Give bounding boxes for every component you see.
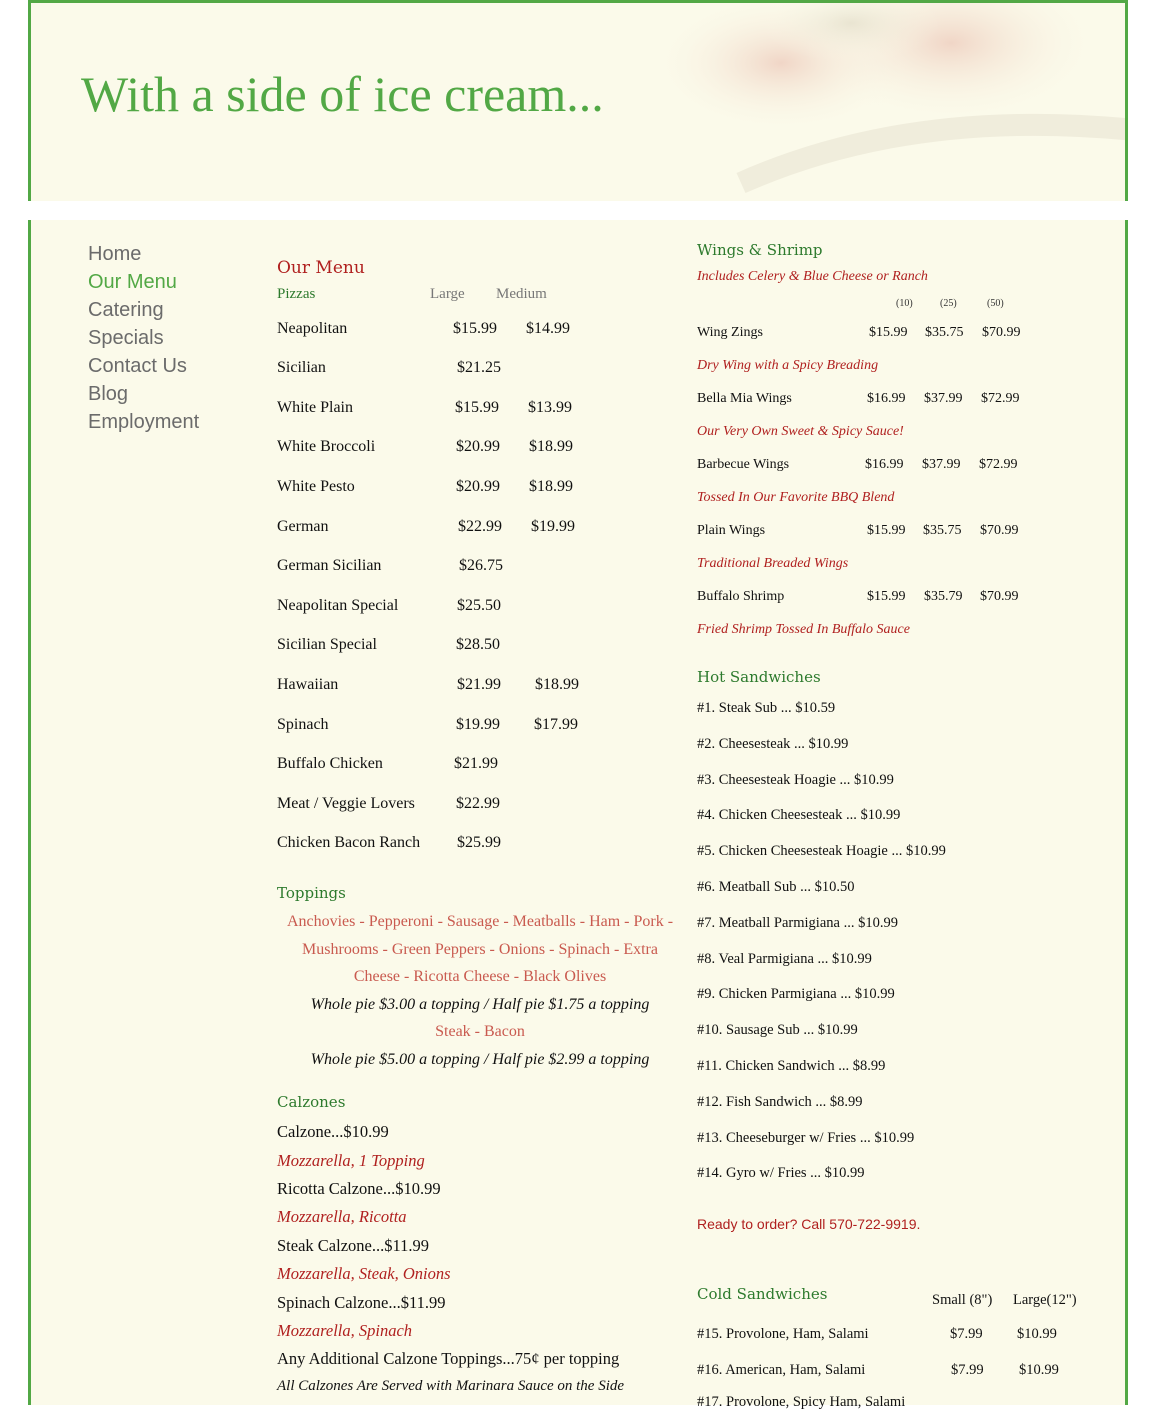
wing-price-25: $37.99: [922, 457, 961, 472]
wings-size-header: [697, 298, 1057, 312]
site-header: [28, 0, 1128, 201]
cold-sandwich-row: [697, 1326, 1097, 1346]
wing-price-10: $16.99: [867, 391, 906, 406]
size-10-label: (10): [896, 298, 913, 309]
wing-price-50: $72.99: [981, 391, 1020, 406]
pizza-large-price: $21.25: [457, 359, 501, 376]
large-column-label: Large: [430, 286, 465, 302]
nav-item-specials[interactable]: Specials: [88, 327, 164, 349]
medium-column-label: Medium: [496, 286, 547, 302]
cold-sandwich-name: #15. Provolone, Ham, Salami: [697, 1326, 869, 1342]
premium-toppings-list: Steak - Bacon: [435, 1023, 525, 1040]
pizza-name: German: [277, 518, 329, 535]
calzone-description: Mozzarella, Spinach: [277, 1321, 413, 1340]
large-column-label: Large(12"): [1013, 1292, 1077, 1308]
wing-name: Barbecue Wings: [697, 457, 790, 472]
wing-price-50: $72.99: [979, 457, 1018, 472]
pizza-name: German Sicilian: [277, 557, 382, 574]
wing-row: [697, 457, 1057, 477]
order-call-to-action[interactable]: Ready to order? Call 570-722-9919.: [697, 1216, 921, 1232]
cold-sandwich-small-price: $7.99: [951, 1362, 984, 1378]
cold-sandwich-large-price: $10.99: [1017, 1326, 1057, 1342]
cold-sandwich-large-price: $10.99: [1019, 1362, 1059, 1378]
page-tagline: With a side of ice cream...: [81, 66, 604, 122]
pizza-name: Hawaiian: [277, 676, 339, 693]
pizza-medium-price: $13.99: [528, 399, 572, 416]
hot-sandwich-item: #10. Sausage Sub ... $10.99: [697, 1022, 858, 1038]
toppings-price-note: Whole pie $3.00 a topping / Half pie $1.75 a topping: [310, 995, 650, 1013]
cold-sandwich-small-price: $7.99: [950, 1326, 983, 1342]
wing-price-50: $70.99: [980, 523, 1019, 538]
cold-sandwich-name: #17. Provolone, Spicy Ham, Salami: [697, 1394, 906, 1410]
pizza-large-price: $21.99: [454, 755, 498, 772]
wings-subtitle: Includes Celery & Blue Cheese or Ranch: [697, 269, 928, 284]
main-navigation: [88, 240, 199, 436]
pizza-large-price: $20.99: [456, 478, 500, 495]
nav-item-employment[interactable]: Employment: [88, 411, 200, 433]
pizza-row: [277, 834, 617, 856]
nav-item-our-menu[interactable]: Our Menu: [88, 271, 177, 293]
wing-price-50: $70.99: [982, 325, 1021, 340]
wing-price-25: $35.79: [924, 589, 963, 604]
hot-sandwich-item: #8. Veal Parmigiana ... $10.99: [697, 951, 872, 967]
cold-sandwiches-title: Cold Sandwiches: [697, 1285, 828, 1303]
pizza-row: [277, 597, 617, 619]
wing-price-25: $37.99: [924, 391, 963, 406]
hot-sandwich-item: #1. Steak Sub ... $10.59: [697, 700, 836, 716]
pizza-row: [277, 557, 617, 579]
pizza-name: White Broccoli: [277, 438, 376, 455]
pizza-large-price: $25.50: [457, 597, 501, 614]
pizza-name: Neapolitan Special: [277, 597, 399, 614]
hot-sandwich-item: #3. Cheesesteak Hoagie ... $10.99: [697, 772, 894, 788]
calzone-footnote: All Calzones Are Served with Marinara Sauce on the Side: [277, 1378, 625, 1394]
wing-name: Buffalo Shrimp: [697, 589, 785, 604]
calzone-item: Spinach Calzone...$11.99: [277, 1293, 446, 1312]
pizza-large-price: $20.99: [456, 438, 500, 455]
calzones-title: Calzones: [277, 1093, 346, 1111]
hot-sandwich-item: #4. Chicken Cheesesteak ... $10.99: [697, 807, 901, 823]
calzone-item: Steak Calzone...$11.99: [277, 1236, 429, 1255]
pizza-medium-price: $18.99: [529, 478, 573, 495]
pizza-name: White Plain: [277, 399, 353, 416]
pizza-row: [277, 478, 617, 500]
wing-description: Fried Shrimp Tossed In Buffalo Sauce: [697, 622, 910, 637]
wing-name: Bella Mia Wings: [697, 391, 792, 406]
cold-sandwich-header: [697, 1292, 1097, 1312]
calzone-item: Calzone...$10.99: [277, 1122, 389, 1141]
nav-item-blog[interactable]: Blog: [88, 383, 129, 405]
cold-sandwich-row: [697, 1394, 1097, 1414]
wing-price-10: $15.99: [867, 589, 906, 604]
pizza-row: [277, 795, 617, 817]
pizza-large-price: $21.99: [457, 676, 501, 693]
nav-item-contact-us[interactable]: Contact Us: [88, 355, 187, 377]
premium-toppings-note: Whole pie $5.00 a topping / Half pie $2.99 a topping: [310, 1050, 650, 1068]
calzone-description: Mozzarella, 1 Topping: [277, 1151, 425, 1170]
hot-sandwich-item: #2. Cheesesteak ... $10.99: [697, 736, 849, 752]
calzone-description: Mozzarella, Ricotta: [277, 1207, 407, 1226]
calzone-extra-toppings: Any Additional Calzone Toppings...75¢ per topping: [277, 1349, 620, 1368]
pizza-name: Buffalo Chicken: [277, 755, 383, 772]
hot-sandwich-item: #7. Meatball Parmigiana ... $10.99: [697, 915, 898, 931]
wing-description: Dry Wing with a Spicy Breading: [697, 358, 879, 373]
pizza-row: [277, 518, 617, 540]
pizza-name: Meat / Veggie Lovers: [277, 795, 415, 812]
wing-name: Plain Wings: [697, 523, 766, 538]
pizza-medium-price: $18.99: [535, 676, 579, 693]
pizza-name: Chicken Bacon Ranch: [277, 834, 421, 851]
hot-sandwich-item: #6. Meatball Sub ... $10.50: [697, 879, 855, 895]
toppings-title: Toppings: [277, 884, 346, 902]
pizza-medium-price: $18.99: [529, 438, 573, 455]
hot-sandwich-item: #14. Gyro w/ Fries ... $10.99: [697, 1165, 865, 1181]
small-column-label: Small (8"): [932, 1292, 993, 1308]
calzone-description: Mozzarella, Steak, Onions: [277, 1264, 451, 1283]
size-50-label: (50): [987, 298, 1004, 309]
pizza-large-price: $28.50: [456, 636, 500, 653]
pizza-row: [277, 359, 617, 381]
wing-price-25: $35.75: [925, 325, 964, 340]
pizza-name: Neapolitan: [277, 320, 348, 337]
calzone-item: Ricotta Calzone...$10.99: [277, 1179, 441, 1198]
pizza-large-price: $15.99: [453, 320, 497, 337]
wing-price-10: $15.99: [869, 325, 908, 340]
wing-row: [697, 589, 1057, 609]
pizza-name: Sicilian Special: [277, 636, 377, 653]
pizza-medium-price: $17.99: [534, 716, 578, 733]
wing-description: Tossed In Our Favorite BBQ Blend: [697, 490, 895, 505]
pizza-large-price: $26.75: [459, 557, 503, 574]
pizza-large-price: $22.99: [458, 518, 502, 535]
pizza-row: [277, 676, 617, 698]
pizza-large-price: $22.99: [456, 795, 500, 812]
cold-sandwich-row: [697, 1362, 1097, 1382]
wings-title: Wings & Shrimp: [697, 241, 823, 259]
main-content: [28, 220, 1128, 1410]
pizza-large-price: $15.99: [455, 399, 499, 416]
pizza-row: [277, 755, 617, 777]
hot-sandwich-item: #12. Fish Sandwich ... $8.99: [697, 1094, 863, 1110]
pizza-row: [277, 320, 617, 342]
wing-row: [697, 391, 1057, 411]
wing-row: [697, 325, 1057, 345]
hot-sandwiches-title: Hot Sandwiches: [697, 668, 821, 686]
pizza-name: Spinach: [277, 716, 329, 733]
wing-price-25: $35.75: [923, 523, 962, 538]
pizza-name: Sicilian: [277, 359, 326, 376]
nav-item-home[interactable]: Home: [88, 243, 142, 265]
pizza-row: [277, 438, 617, 460]
toppings-list: Anchovies - Pepperoni - Sausage - Meatballs - Ham - Pork - Mushrooms - Green Peppers - Onions - Spinach - Extra Cheese - Ricotta Cheese - Black Olives: [286, 913, 674, 985]
pizza-row: [277, 636, 617, 658]
header-food-image: [621, 0, 1128, 201]
wing-name: Wing Zings: [697, 325, 763, 340]
menu-title: Our Menu: [277, 258, 365, 278]
pizza-name: White Pesto: [277, 478, 355, 495]
wing-price-10: $16.99: [865, 457, 904, 472]
hot-sandwich-item: #9. Chicken Parmigiana ... $10.99: [697, 986, 895, 1002]
toppings-block: [277, 908, 683, 1073]
pizza-row: [277, 716, 617, 738]
pizza-medium-price: $19.99: [531, 518, 575, 535]
wing-description: Our Very Own Sweet & Spicy Sauce!: [697, 424, 904, 439]
wing-price-10: $15.99: [867, 523, 906, 538]
pizza-large-price: $25.99: [457, 834, 501, 851]
hot-sandwich-item: #11. Chicken Sandwich ... $8.99: [697, 1058, 886, 1074]
pizza-table-header: [277, 286, 597, 306]
pizza-row: [277, 399, 617, 421]
pizza-large-price: $19.99: [456, 716, 500, 733]
cold-sandwich-name: #16. American, Ham, Salami: [697, 1362, 866, 1378]
hot-sandwich-item: #13. Cheeseburger w/ Fries ... $10.99: [697, 1130, 915, 1146]
size-25-label: (25): [940, 298, 957, 309]
wing-description: Traditional Breaded Wings: [697, 556, 849, 571]
pizza-medium-price: $14.99: [526, 320, 570, 337]
nav-item-catering[interactable]: Catering: [88, 299, 164, 321]
wing-price-50: $70.99: [980, 589, 1019, 604]
wing-row: [697, 523, 1057, 543]
pizzas-heading: Pizzas: [277, 286, 316, 302]
hot-sandwich-item: #5. Chicken Cheesesteak Hoagie ... $10.99: [697, 843, 946, 859]
